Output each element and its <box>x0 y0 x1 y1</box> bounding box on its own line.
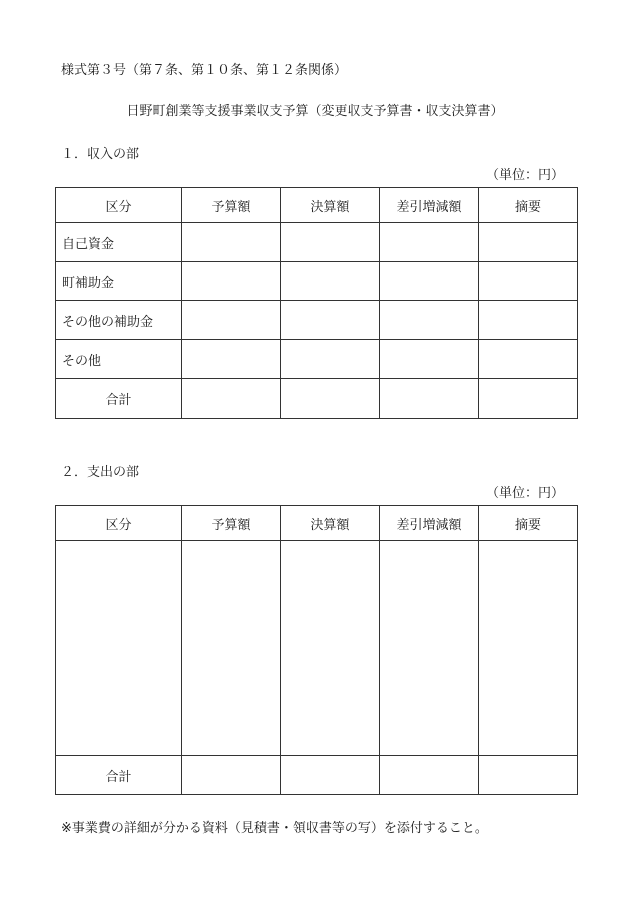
document-title: 日野町創業等支援事業収支予算（変更収支予算書・収支決算書） <box>126 104 504 119</box>
income-cell-settlement[interactable] <box>281 223 380 262</box>
income-row <box>56 340 578 379</box>
income-cell-remarks[interactable] <box>479 262 578 301</box>
income-total-settlement[interactable] <box>281 379 380 419</box>
income-section-heading: １．収入の部 <box>61 147 140 162</box>
income-table <box>55 187 578 419</box>
income-total-difference[interactable] <box>380 379 479 419</box>
income-cell-settlement[interactable] <box>281 301 380 340</box>
expense-table <box>55 505 578 795</box>
income-row-label: 自己資金 <box>56 223 182 262</box>
expense-total-difference[interactable] <box>380 756 479 795</box>
income-header-settlement: 決算額 <box>281 188 380 223</box>
income-row <box>56 262 578 301</box>
expense-total-remarks[interactable] <box>479 756 578 795</box>
form-number: 様式第３号（第７条、第１０条、第１２条関係） <box>61 63 348 78</box>
income-row <box>56 301 578 340</box>
expense-body-row <box>56 541 578 756</box>
income-cell-difference[interactable] <box>380 301 479 340</box>
expense-total-row <box>56 756 578 795</box>
income-cell-remarks[interactable] <box>479 340 578 379</box>
income-total-row <box>56 379 578 419</box>
income-cell-difference[interactable] <box>380 262 479 301</box>
expense-cell-category[interactable] <box>56 541 182 756</box>
income-total-label: 合計 <box>56 379 182 419</box>
income-cell-budget[interactable] <box>182 301 281 340</box>
income-unit-label: （単位：円） <box>485 168 564 183</box>
income-cell-difference[interactable] <box>380 340 479 379</box>
expense-total-label: 合計 <box>56 756 182 795</box>
income-cell-budget[interactable] <box>182 340 281 379</box>
income-header-category: 区分 <box>56 188 182 223</box>
income-header-row <box>56 188 578 223</box>
income-header-remarks: 摘要 <box>479 188 578 223</box>
expense-cell-budget[interactable] <box>182 541 281 756</box>
expense-cell-remarks[interactable] <box>479 541 578 756</box>
income-row-label: その他 <box>56 340 182 379</box>
income-cell-remarks[interactable] <box>479 223 578 262</box>
income-total-budget[interactable] <box>182 379 281 419</box>
income-cell-settlement[interactable] <box>281 262 380 301</box>
income-total-remarks[interactable] <box>479 379 578 419</box>
income-header-difference: 差引増減額 <box>380 188 479 223</box>
expense-cell-settlement[interactable] <box>281 541 380 756</box>
income-cell-budget[interactable] <box>182 262 281 301</box>
expense-unit-label: （単位：円） <box>485 486 564 501</box>
expense-header-remarks: 摘要 <box>479 506 578 541</box>
expense-header-difference: 差引増減額 <box>380 506 479 541</box>
expense-header-settlement: 決算額 <box>281 506 380 541</box>
income-cell-difference[interactable] <box>380 223 479 262</box>
expense-section-heading: ２．支出の部 <box>61 465 140 480</box>
expense-total-settlement[interactable] <box>281 756 380 795</box>
income-row-label: 町補助金 <box>56 262 182 301</box>
footnote: ※事業費の詳細が分かる資料（見積書・領収書等の写）を添付すること。 <box>61 821 488 836</box>
income-header-budget: 予算額 <box>182 188 281 223</box>
income-cell-budget[interactable] <box>182 223 281 262</box>
income-row <box>56 223 578 262</box>
expense-header-row <box>56 506 578 541</box>
income-cell-remarks[interactable] <box>479 301 578 340</box>
income-cell-settlement[interactable] <box>281 340 380 379</box>
expense-total-budget[interactable] <box>182 756 281 795</box>
expense-cell-difference[interactable] <box>380 541 479 756</box>
income-row-label: その他の補助金 <box>56 301 182 340</box>
expense-header-category: 区分 <box>56 506 182 541</box>
expense-header-budget: 予算額 <box>182 506 281 541</box>
